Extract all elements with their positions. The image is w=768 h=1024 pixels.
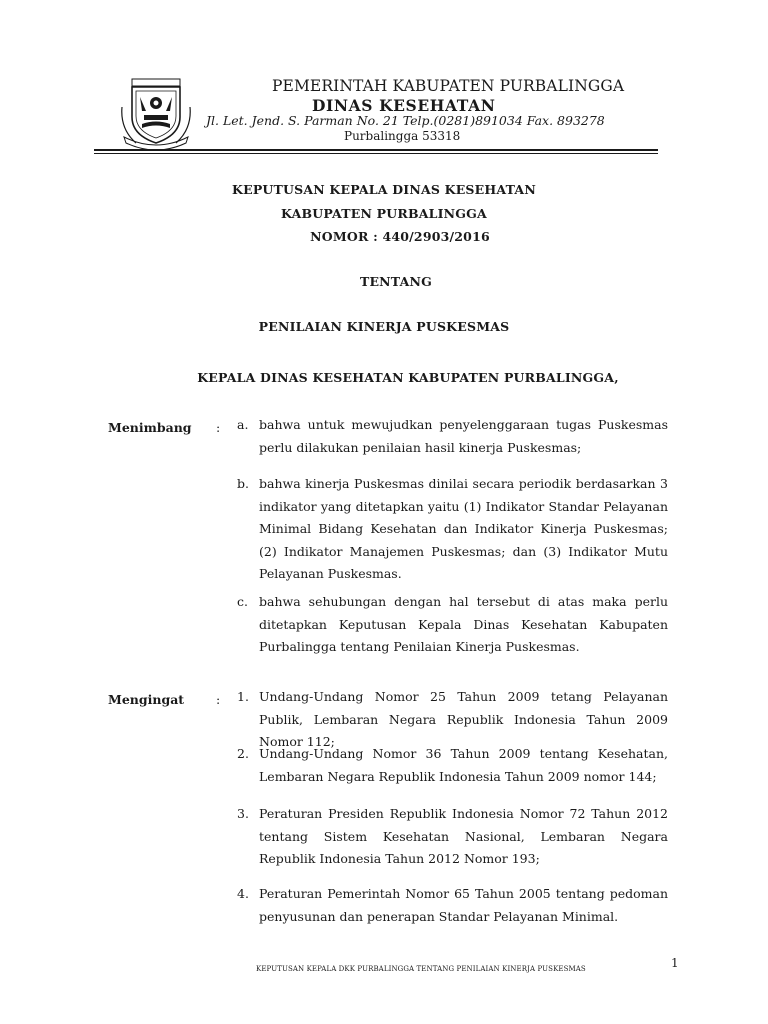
- decree-title-line2: KABUPATEN PURBALINGGA: [281, 206, 487, 221]
- mengingat-colon: :: [216, 692, 221, 707]
- mengingat-label: Mengingat: [108, 692, 185, 707]
- mengingat-item-2-marker: 2.: [237, 746, 249, 761]
- letterhead-government: PEMERINTAH KABUPATEN PURBALINGGA: [272, 77, 625, 95]
- menimbang-item-c-text: bahwa sehubungan dengan hal tersebut di atas maka perlu ditetapkan Keputusan Kepala Dinas Kesehatan Kabupaten Purbalingga tentang Penilaian Kinerja Puskesmas.: [259, 594, 668, 654]
- menimbang-item-a-text: bahwa untuk mewujudkan penyelenggaraan tugas Puskesmas perlu dilakukan penilaian hasil kinerja Puskesmas;: [259, 417, 668, 455]
- mengingat-item-4-marker: 4.: [237, 886, 249, 901]
- decree-subject: PENILAIAN KINERJA PUSKESMAS: [258, 319, 510, 334]
- menimbang-colon: :: [216, 420, 221, 435]
- page-number: 1: [671, 956, 679, 970]
- decree-tentang: TENTANG: [359, 274, 433, 289]
- mengingat-item-3-text: Peraturan Presiden Republik Indonesia Nomor 72 Tahun 2012 tentang Sistem Kesehatan Nasional, Lembaran Negara Republik Indonesia Tahun 2012 Nomor 193;: [259, 806, 668, 866]
- mengingat-item-1-marker: 1.: [237, 689, 249, 704]
- menimbang-item-b-text: bahwa kinerja Puskesmas dinilai secara periodik berdasarkan 3 indikator yang ditetapkan yaitu (1) Indikator Standar Pelayanan Minimal Bidang Kesehatan dan Indikator Kinerja Puskesmas; (2) Indikator Manajemen Puskesmas; dan (3) Indikator Mutu Pelayanan Puskesmas.: [259, 476, 668, 581]
- menimbang-label: Menimbang: [108, 420, 192, 435]
- letterhead-divider-thick: [94, 149, 658, 151]
- mengingat-item-1-text: Undang-Undang Nomor 25 Tahun 2009 tetang Pelayanan Publik, Lembaran Negara Republik Indonesia Tahun 2009 Nomor 112;: [259, 689, 668, 749]
- letterhead-agency: DINAS KESEHATAN: [312, 96, 496, 115]
- running-footer: KEPUTUSAN KEPALA DKK PURBALINGGA TENTANG PENILAIAN KINERJA PUSKESMAS: [256, 965, 586, 973]
- letterhead-city: Purbalingga 53318: [344, 129, 461, 143]
- menimbang-item-b-marker: b.: [237, 476, 249, 491]
- regency-crest-logo: [118, 77, 194, 149]
- decree-issuer: KEPALA DINAS KESEHATAN KABUPATEN PURBALINGGA,: [197, 370, 619, 385]
- mengingat-item-3-marker: 3.: [237, 806, 249, 821]
- mengingat-item-4-text: Peraturan Pemerintah Nomor 65 Tahun 2005 tentang pedoman penyusunan dan penerapan Standar Pelayanan Minimal.: [259, 886, 668, 924]
- letterhead-divider-thin: [94, 153, 658, 154]
- menimbang-item-a-marker: a.: [237, 417, 249, 432]
- letterhead-address: Jl. Let. Jend. S. Parman No. 21 Telp.(0281)891034 Fax. 893278: [206, 113, 605, 128]
- menimbang-item-c-marker: c.: [237, 594, 248, 609]
- decree-number: NOMOR : 440/2903/2016: [310, 229, 490, 244]
- mengingat-item-2-text: Undang-Undang Nomor 36 Tahun 2009 tentang Kesehatan, Lembaran Negara Republik Indonesia Tahun 2009 nomor 144;: [259, 746, 668, 784]
- decree-title-line1: KEPUTUSAN KEPALA DINAS KESEHATAN: [232, 182, 536, 197]
